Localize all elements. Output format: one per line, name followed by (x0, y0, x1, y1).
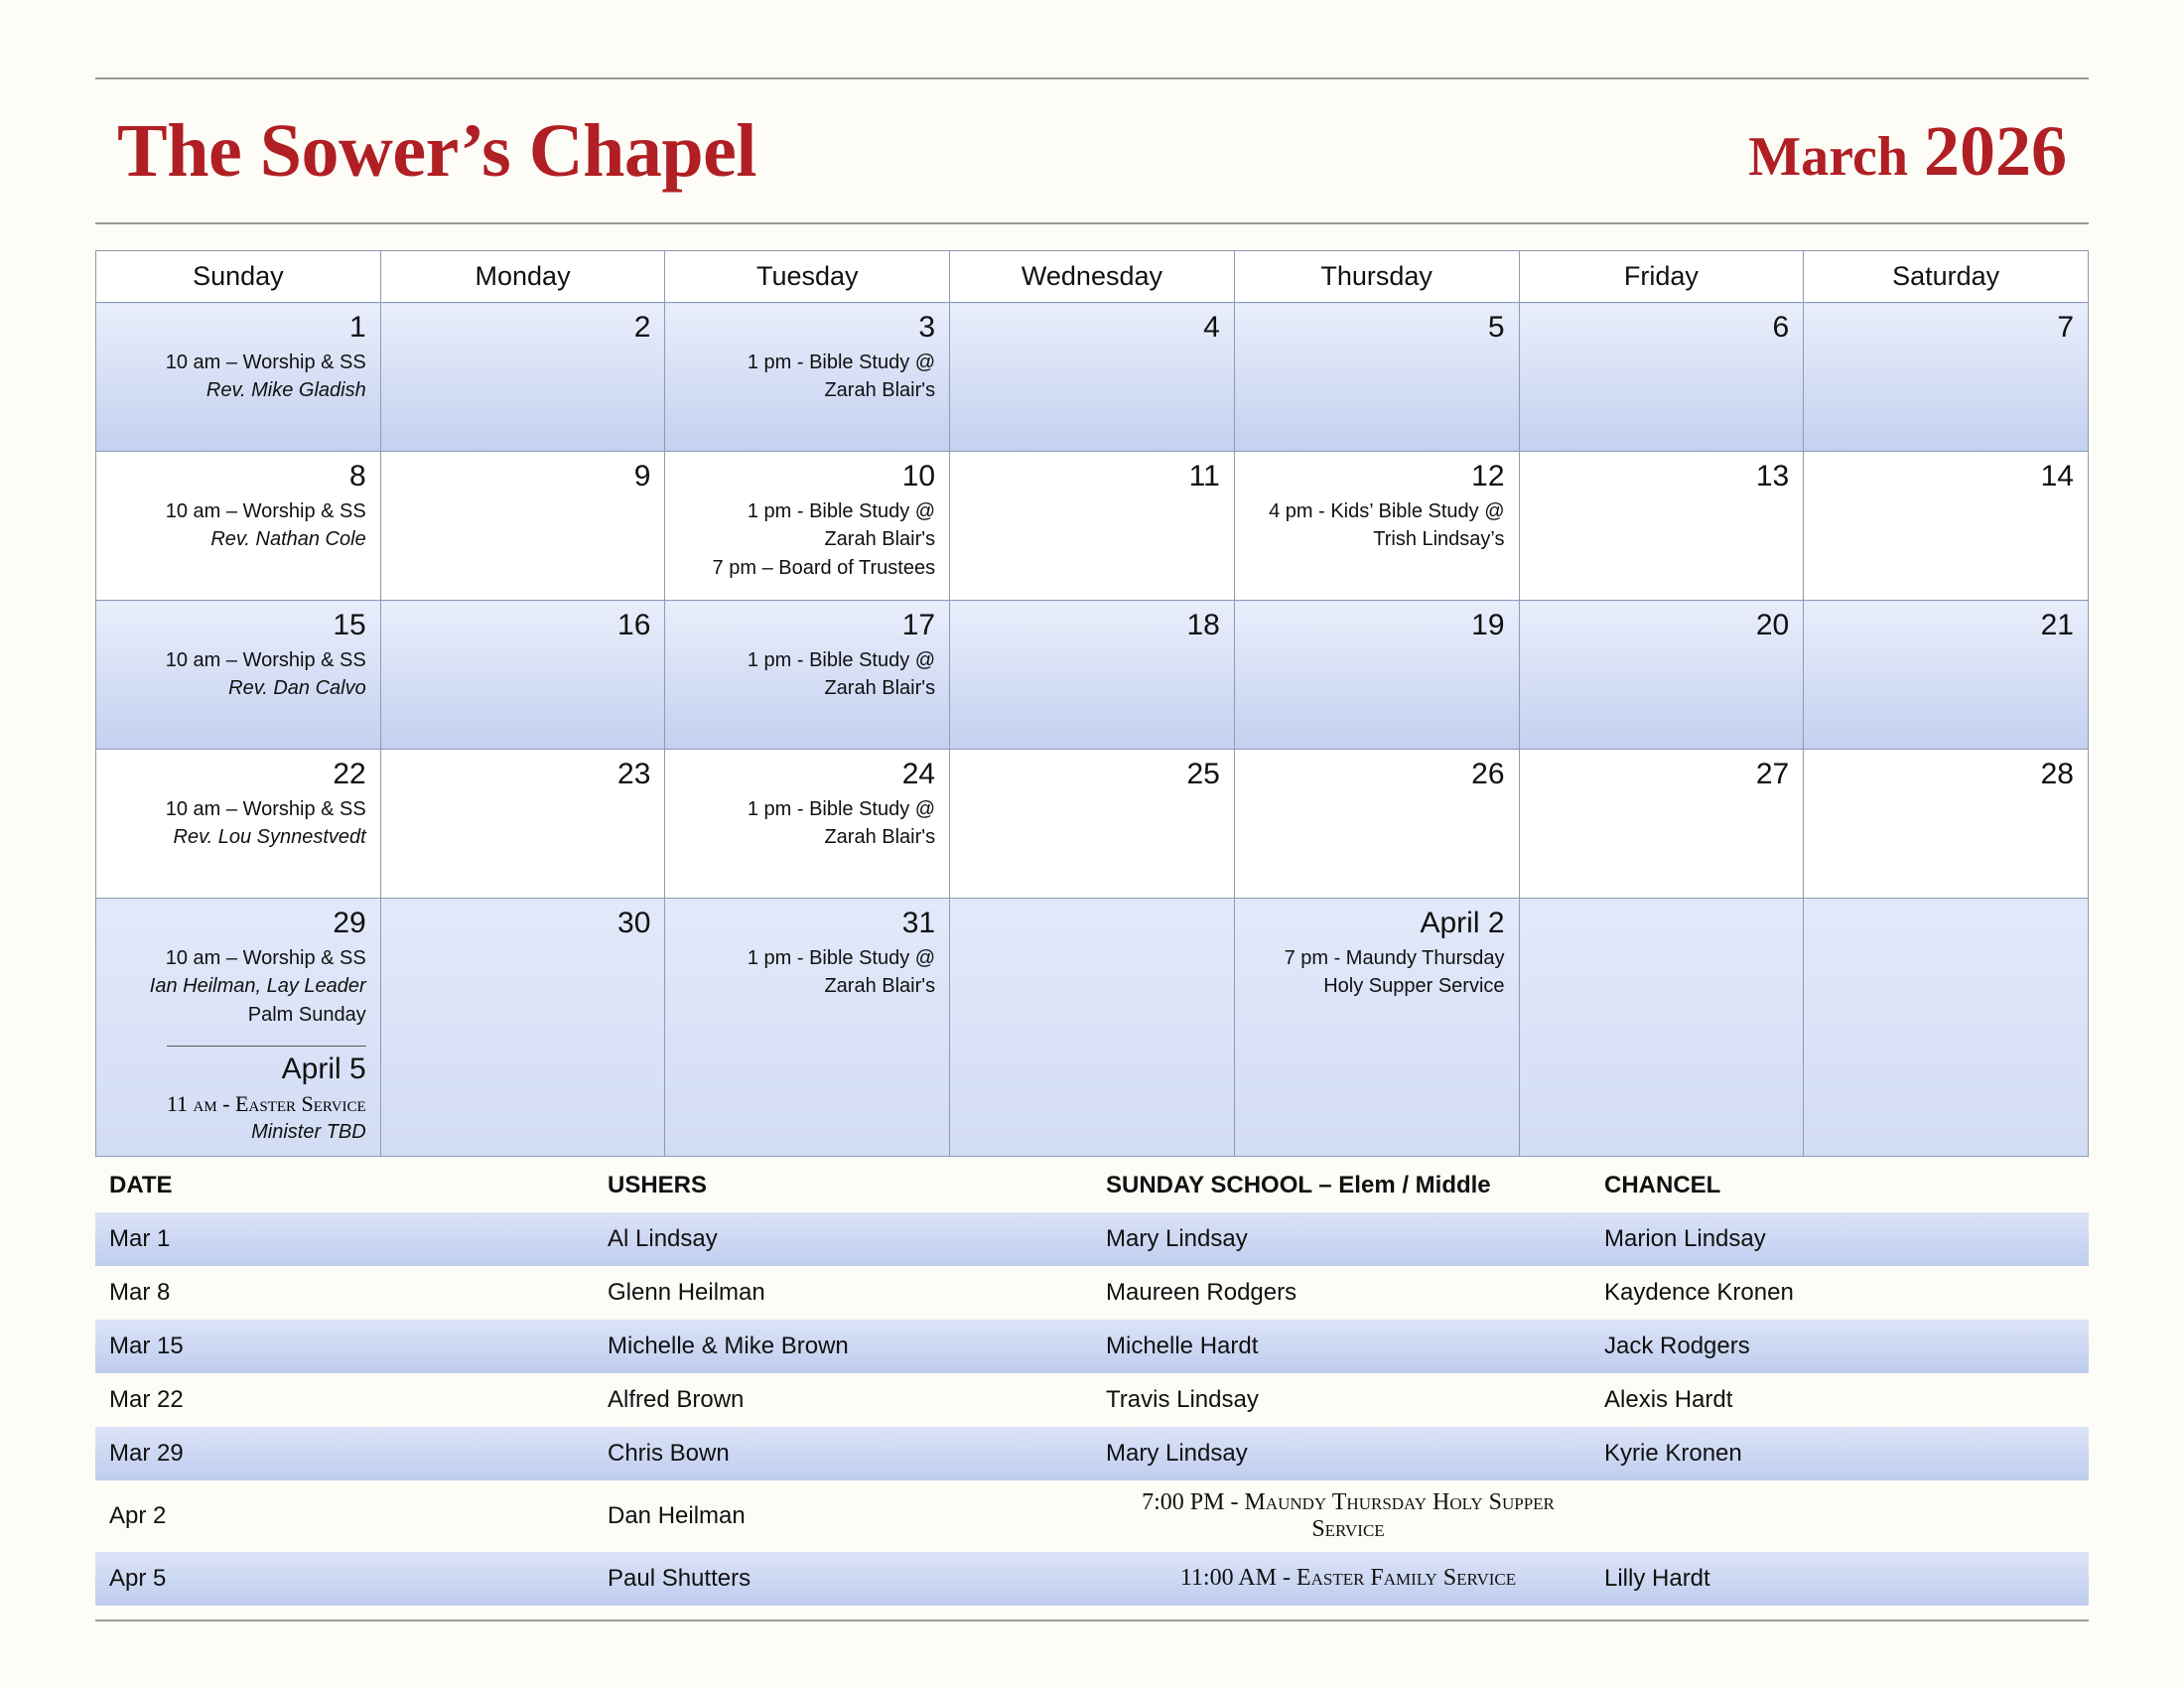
row-ushers: Chris Bown (594, 1427, 1092, 1480)
calendar-day-cell[interactable] (950, 601, 1235, 750)
calendar-day-cell[interactable] (1519, 303, 1804, 452)
extra-day-event: 11 am - Easter Service (166, 1091, 366, 1117)
row-sunday-school: 7:00 PM - Maundy Thursday Holy Supper Service (1092, 1480, 1590, 1552)
row-sunday-school: Mary Lindsay (1092, 1427, 1590, 1480)
calendar-day-cell[interactable] (950, 303, 1235, 452)
calendar-day-cell[interactable] (1804, 303, 2089, 452)
cell-divider (167, 1046, 366, 1047)
calendar-week-row (96, 452, 2089, 601)
day-number: 18 (1186, 609, 1220, 641)
row-chancel (1590, 1480, 2089, 1552)
weekday-header-sunday: Sunday (96, 251, 381, 303)
month-year-heading (1748, 110, 2067, 193)
extra-day-number: April 5 (281, 1053, 366, 1086)
weekday-header-wednesday: Wednesday (950, 251, 1235, 303)
day-number: 31 (901, 907, 936, 939)
calendar-day-cell[interactable] (665, 303, 950, 452)
day-number: 8 (349, 460, 366, 492)
schedule-header-sunday-school: SUNDAY SCHOOL – Elem / Middle (1092, 1159, 1590, 1212)
row-chancel: Jack Rodgers (1590, 1320, 2089, 1373)
day-number: 23 (617, 758, 651, 790)
schedule-header-chancel: CHANCEL (1590, 1159, 2089, 1212)
calendar-day-cell[interactable] (1804, 750, 2089, 899)
row-date: Mar 15 (95, 1320, 594, 1373)
table-row[interactable] (95, 1266, 2089, 1320)
day-number: 26 (1471, 758, 1505, 790)
day-event: Palm Sunday (247, 1003, 366, 1026)
row-date: Apr 2 (95, 1480, 594, 1552)
day-number: 7 (2057, 311, 2074, 344)
weekday-header-saturday: Saturday (1804, 251, 2089, 303)
calendar-day-cell[interactable] (380, 750, 665, 899)
day-event: 10 am – Worship & SS (165, 798, 366, 820)
day-event: 1 pm - Bible Study @ (747, 500, 936, 522)
day-number: 2 (633, 311, 651, 344)
calendar-day-cell[interactable] (1234, 750, 1519, 899)
schedule-header-date: DATE (95, 1159, 594, 1212)
day-event: Rev. Nathan Cole (210, 528, 366, 551)
row-ushers: Dan Heilman (594, 1480, 1092, 1552)
year-label: 2026 (1924, 110, 2067, 191)
day-number: 1 (349, 311, 366, 344)
calendar-day-cell[interactable] (950, 452, 1235, 601)
weekday-header-tuesday: Tuesday (665, 251, 950, 303)
day-number: 15 (333, 609, 366, 641)
row-ushers: Paul Shutters (594, 1552, 1092, 1606)
row-ushers: Alfred Brown (594, 1373, 1092, 1427)
calendar-day-cell[interactable] (380, 303, 665, 452)
calendar-day-cell[interactable] (1804, 899, 2089, 1157)
calendar-day-cell[interactable] (665, 452, 950, 601)
calendar-day-cell[interactable] (1519, 452, 1804, 601)
calendar-day-cell[interactable] (1234, 899, 1519, 1157)
day-event: 1 pm - Bible Study @ (747, 947, 936, 969)
day-event: Zarah Blair's (824, 975, 936, 998)
row-sunday-school: Michelle Hardt (1092, 1320, 1590, 1373)
day-number: 20 (1755, 609, 1790, 641)
calendar-day-cell[interactable] (380, 601, 665, 750)
row-sunday-school: Mary Lindsay (1092, 1212, 1590, 1266)
row-date: Mar 29 (95, 1427, 594, 1480)
calendar-day-cell[interactable] (96, 601, 381, 750)
day-number: 24 (901, 758, 936, 790)
calendar-day-cell[interactable] (380, 899, 665, 1157)
service-schedule-table (95, 1159, 2089, 1606)
row-chancel: Kyrie Kronen (1590, 1427, 2089, 1480)
day-event: Zarah Blair's (824, 677, 936, 700)
day-number: 16 (617, 609, 651, 641)
weekday-header-friday: Friday (1519, 251, 1804, 303)
calendar-day-cell[interactable] (1519, 899, 1804, 1157)
calendar-day-cell[interactable] (1519, 750, 1804, 899)
day-event: 10 am – Worship & SS (165, 500, 366, 522)
row-sunday-school: 11:00 AM - Easter Family Service (1092, 1552, 1590, 1606)
bottom-divider (95, 1619, 2089, 1621)
calendar-week-row (96, 601, 2089, 750)
day-number: 19 (1471, 609, 1505, 641)
day-number: 5 (1487, 311, 1505, 344)
calendar-day-cell[interactable] (96, 452, 381, 601)
day-number: 4 (1203, 311, 1220, 344)
day-event: Rev. Dan Calvo (228, 677, 366, 700)
schedule-header-row (95, 1159, 2089, 1212)
calendar-grid (95, 250, 2089, 1157)
calendar-day-cell[interactable] (665, 899, 950, 1157)
day-event: Holy Supper Service (1323, 975, 1505, 998)
day-number: 30 (617, 907, 651, 939)
day-event: Ian Heilman, Lay Leader (149, 975, 366, 998)
row-chancel: Lilly Hardt (1590, 1552, 2089, 1606)
row-date: Mar 8 (95, 1266, 594, 1320)
row-date: Apr 5 (95, 1552, 594, 1606)
day-number: 22 (333, 758, 366, 790)
day-number: 12 (1471, 460, 1505, 492)
row-sunday-school: Travis Lindsay (1092, 1373, 1590, 1427)
row-ushers: Glenn Heilman (594, 1266, 1092, 1320)
row-chancel: Kaydence Kronen (1590, 1266, 2089, 1320)
calendar-day-cell[interactable] (665, 750, 950, 899)
calendar-day-cell[interactable] (380, 452, 665, 601)
day-event: 1 pm - Bible Study @ (747, 798, 936, 820)
row-ushers: Al Lindsay (594, 1212, 1092, 1266)
calendar-day-cell[interactable] (1519, 601, 1804, 750)
table-row[interactable] (95, 1552, 2089, 1606)
day-number: 9 (633, 460, 651, 492)
table-row[interactable] (95, 1480, 2089, 1552)
day-event: Zarah Blair's (824, 379, 936, 402)
day-event: Zarah Blair's (824, 528, 936, 551)
calendar-day-cell[interactable] (665, 601, 950, 750)
calendar-day-cell[interactable] (96, 899, 381, 1157)
day-number: 17 (901, 609, 936, 641)
weekday-header-thursday: Thursday (1234, 251, 1519, 303)
calendar-week-row (96, 750, 2089, 899)
day-number: 10 (901, 460, 936, 492)
schedule-header-ushers: USHERS (594, 1159, 1092, 1212)
day-event: Zarah Blair's (824, 826, 936, 849)
calendar-day-cell[interactable] (1234, 452, 1519, 601)
calendar-day-cell[interactable] (1804, 452, 2089, 601)
table-row[interactable] (95, 1320, 2089, 1373)
calendar-day-cell[interactable] (950, 899, 1235, 1157)
day-event: Trish Lindsay’s (1373, 528, 1505, 551)
calendar-day-cell[interactable] (1804, 601, 2089, 750)
day-number: 27 (1755, 758, 1790, 790)
calendar-day-cell[interactable] (96, 303, 381, 452)
calendar-week-row (96, 899, 2089, 1157)
weekday-header-row (96, 251, 2089, 303)
day-event: 1 pm - Bible Study @ (747, 649, 936, 671)
page-header (95, 77, 2089, 224)
calendar-day-cell[interactable] (950, 750, 1235, 899)
row-ushers: Michelle & Mike Brown (594, 1320, 1092, 1373)
calendar-week-row (96, 303, 2089, 452)
row-chancel: Alexis Hardt (1590, 1373, 2089, 1427)
day-number: 14 (2040, 460, 2074, 492)
day-event: 1 pm - Bible Study @ (747, 352, 936, 373)
day-event: Rev. Mike Gladish (205, 379, 366, 402)
day-event: 10 am – Worship & SS (165, 649, 366, 671)
calendar-day-cell[interactable] (1234, 303, 1519, 452)
row-sunday-school: Maureen Rodgers (1092, 1266, 1590, 1320)
table-row[interactable] (95, 1212, 2089, 1266)
day-event: 10 am – Worship & SS (165, 947, 366, 969)
day-number: 3 (918, 311, 936, 344)
day-event: 10 am – Worship & SS (165, 352, 366, 373)
day-number: 29 (333, 907, 366, 939)
day-event: Rev. Lou Synnestvedt (173, 826, 366, 849)
day-event: 7 pm - Maundy Thursday (1284, 947, 1505, 969)
table-row[interactable] (95, 1427, 2089, 1480)
weekday-header-monday: Monday (380, 251, 665, 303)
calendar-day-cell[interactable] (96, 750, 381, 899)
day-number: 28 (2040, 758, 2074, 790)
day-number: 13 (1755, 460, 1790, 492)
day-event: 7 pm – Board of Trustees (712, 556, 936, 579)
calendar-day-cell[interactable] (1234, 601, 1519, 750)
day-event: 4 pm - Kids’ Bible Study @ (1269, 500, 1505, 522)
row-date: Mar 1 (95, 1212, 594, 1266)
row-date: Mar 22 (95, 1373, 594, 1427)
page-title: The Sower’s Chapel (117, 109, 757, 193)
month-label: March (1748, 125, 1908, 188)
table-row[interactable] (95, 1373, 2089, 1427)
day-number: 11 (1188, 460, 1220, 492)
day-number: 25 (1186, 758, 1220, 790)
row-chancel: Marion Lindsay (1590, 1212, 2089, 1266)
day-number: April 2 (1420, 907, 1505, 939)
extra-day-minister: Minister TBD (251, 1121, 366, 1144)
day-number: 6 (1772, 311, 1790, 344)
day-number: 21 (2040, 609, 2074, 641)
